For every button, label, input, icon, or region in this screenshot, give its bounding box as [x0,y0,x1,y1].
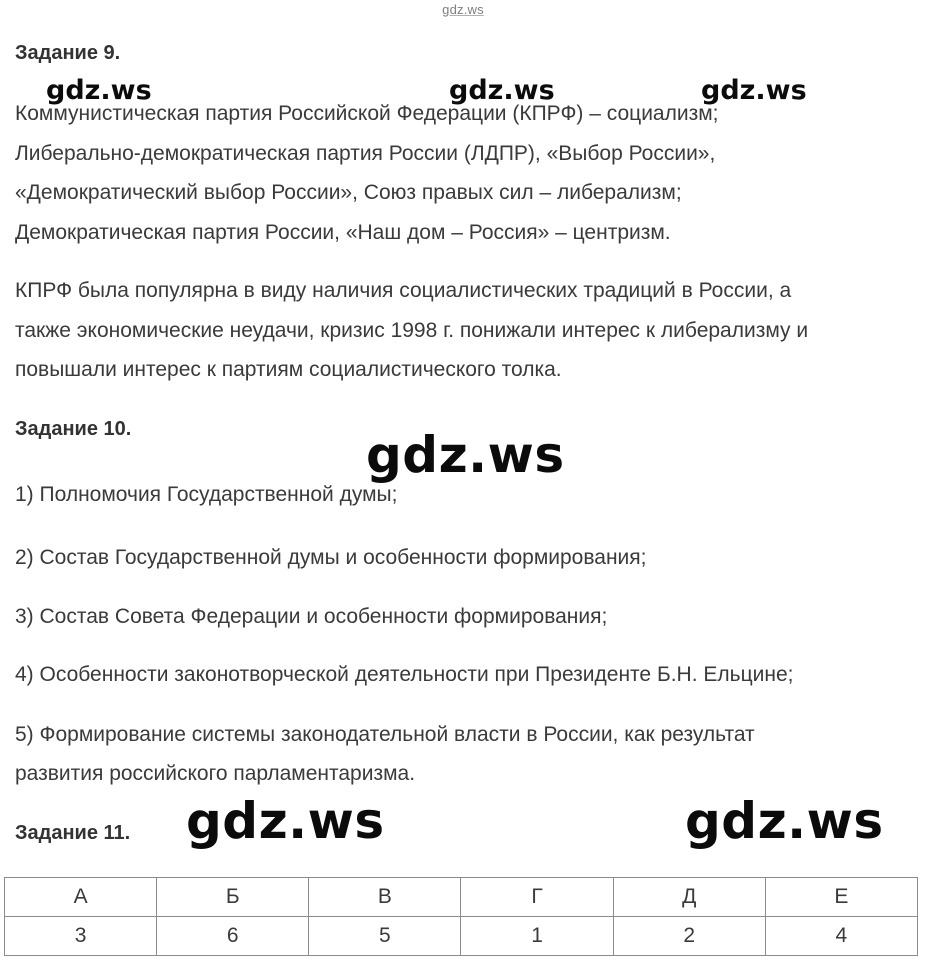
task-11-title: Задание 11. [15,822,131,844]
answer-table-value-cell: 2 [613,917,765,956]
task-10-item: развития российского парламентаризма. [15,762,416,785]
task-9-line: КПРФ была популярна в виду наличия социалистических традиций в России, а [15,279,792,302]
watermark: gdz.ws [701,75,807,106]
watermark: gdz.ws [685,792,884,850]
watermark: gdz.ws [186,792,385,850]
task-10-title: Задание 10. [15,418,132,440]
answer-table-value-cell: 4 [765,917,917,956]
task-10-item: 4) Особенности законотворческой деятельности при Президенте Б.Н. Ельцине; [15,663,794,686]
answer-table-value-cell: 3 [5,917,157,956]
answer-table-value-cell: 6 [157,917,309,956]
task-10-item: 5) Формирование системы законодательной власти в России, как результат [15,723,755,746]
task-9-line: также экономические неудачи, кризис 1998 г. понижали интерес к либерализму и [15,319,809,342]
answer-table-header-cell: А [5,878,157,917]
site-link[interactable]: gdz.ws [442,2,484,17]
answer-table-value-cell: 1 [461,917,613,956]
task-9-line: повышали интерес к партиям социалистического толка. [15,358,562,381]
answer-table-header-cell: Г [461,878,613,917]
task-9-line: Либерально-демократическая партия России (ЛДПР), «Выбор России», [15,142,716,165]
watermark: gdz.ws [366,426,565,484]
answer-table-header-cell: В [309,878,461,917]
watermark: gdz.ws [46,75,152,106]
task-10-item: 1) Полномочия Государственной думы; [15,483,398,506]
answer-table-value-cell: 5 [309,917,461,956]
answer-table-header-cell: Б [157,878,309,917]
task-9-line: Демократическая партия России, «Наш дом – Россия» – центризм. [15,221,671,244]
task-10-item: 3) Состав Совета Федерации и особенности формирования; [15,605,608,628]
watermark: gdz.ws [449,75,555,106]
task-9-line: «Демократический выбор России», Союз правых сил – либерализм; [15,181,682,204]
task-9-line: Коммунистическая партия Российской Федерации (КПРФ) – социализм; [15,102,719,125]
answer-table [4,877,918,956]
task-10-item: 2) Состав Государственной думы и особенности формирования; [15,546,647,569]
answer-table-value-row [5,917,918,956]
task-9-title: Задание 9. [15,42,121,64]
answer-table-header-row [5,878,918,917]
answer-table-header-cell: Е [765,878,917,917]
answer-table-header-cell: Д [613,878,765,917]
